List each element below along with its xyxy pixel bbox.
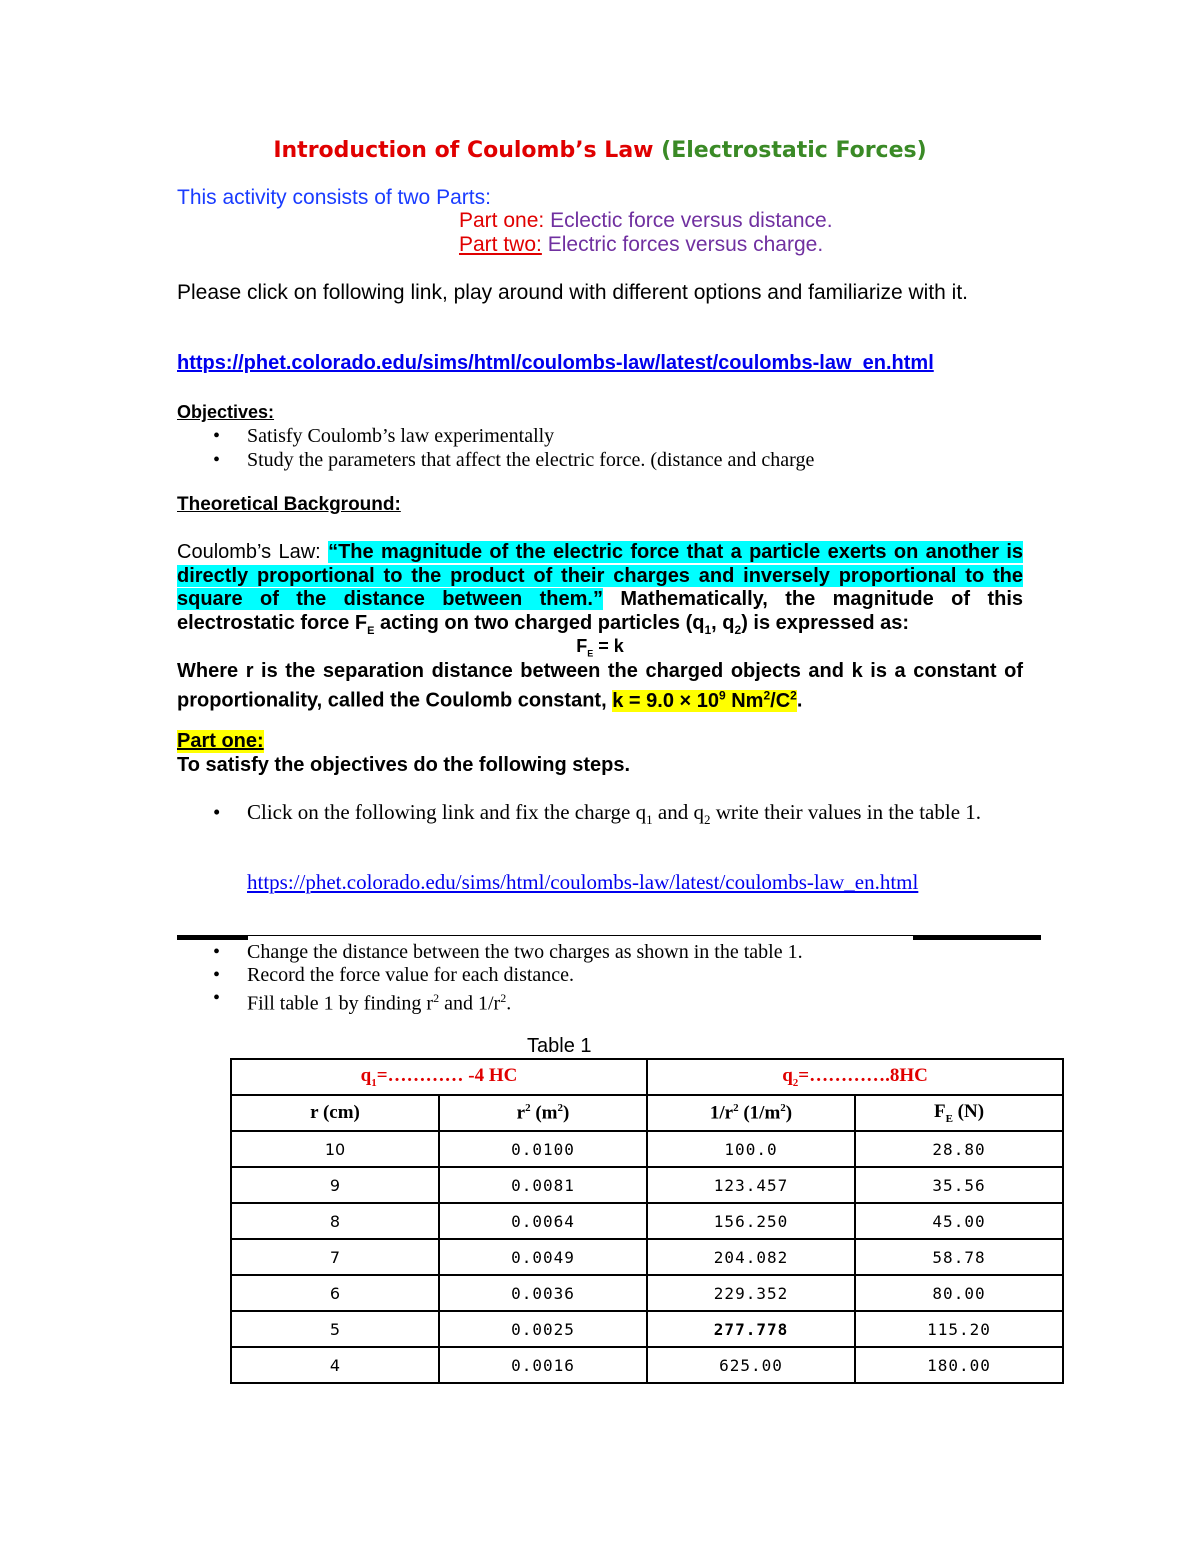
cell-force: 45.00 [855,1203,1063,1239]
math-sub-e: E [367,624,375,637]
phet-link-2[interactable]: https://phet.colorado.edu/sims/html/coulombs-law/latest/coulombs-law_en.html [247,870,919,894]
step1-sub2: 2 [703,812,711,828]
q2-sub: 2 [734,622,742,637]
intro-consists: This activity consists of two Parts: [177,186,491,209]
k-unit-exp: 2 [763,688,771,702]
cell-r2: 0.0016 [439,1347,647,1383]
cell-r: 5 [231,1311,439,1347]
col-r: r (cm) [231,1095,439,1131]
step-1 [177,800,1023,832]
math-text-3: ) is expressed as: [741,611,910,634]
c2-exp: 2 [525,1101,531,1114]
cell-force: 28.80 [855,1131,1063,1167]
cell-r: 9 [231,1167,439,1203]
q2-label: q [782,1065,793,1087]
column-header-row [231,1095,1063,1131]
part-one-text: Eclectic force versus distance. [550,209,833,232]
cell-inv-r2: 229.352 [647,1275,855,1311]
q1-header-sub: 1 [371,1076,377,1089]
col-force [855,1095,1063,1131]
cell-inv-r2: 123.457 [647,1167,855,1203]
table-row [231,1311,1063,1347]
where-paragraph [177,659,1023,713]
c3-unit-exp: 2 [780,1101,786,1114]
objectives-list [177,424,1023,472]
step-item: • Click on the following link and fix the charge $q_1$ and $q_2$ write their values in the table 1. [213,800,982,828]
col-r2 [439,1095,647,1131]
cell-r2: 0.0064 [439,1203,647,1239]
step-text: Record the force value for each distance. [247,964,575,986]
k-unit: Nm [725,689,764,712]
part-one-intro: To satisfy the objectives do the following steps. [177,754,631,776]
step1-text: Click on the following link and fix the charge q [247,800,647,824]
part-two-text: Electric forces versus charge. [547,233,824,256]
cell-r: 7 [231,1239,439,1275]
phet-link[interactable]: https://phet.colorado.edu/sims/html/coulombs-law/latest/coulombs-law_en.html [177,352,934,374]
objective-item: • Study the parameters that affect the electric force. (distance and charge [213,449,815,471]
step1-mid: and q [652,800,704,824]
col-inv-r2 [647,1095,855,1131]
part-one-label: Part one: [459,209,545,232]
q2-value: =………….8HC [798,1065,928,1087]
q1-sub: 1 [704,622,712,637]
step-item: • Record the force value for each distance. [213,964,575,986]
law-label: Coulomb’s Law: [177,541,329,563]
c3-end: ) [785,1102,793,1124]
background-heading: Theoretical Background: [177,494,401,515]
c2-end: ) [563,1102,570,1124]
cell-force: 115.20 [855,1311,1063,1347]
c4-base: F [933,1101,946,1123]
c2-unit-exp: 2 [557,1101,564,1114]
where-text: Where r is the separation distance between the charged objects and k is a constant of proportionality, called the Coulomb constant, [177,660,1023,712]
math-text-2: acting on two charged particles (q [374,611,705,634]
k-text: k = 9.0 × 10 [612,689,719,712]
k-unit-tail: /C [770,689,791,712]
objective-item: • Satisfy Coulomb’s law experimentally [213,425,555,447]
table-row [231,1167,1063,1203]
part-one-line [459,209,833,233]
c2-base: r [516,1102,526,1124]
cell-r: 10 [231,1131,439,1167]
cell-force: 35.56 [855,1167,1063,1203]
part-one-heading: Part one: [177,730,264,752]
data-table [230,1058,1064,1384]
q2-header-sub: 2 [792,1076,799,1089]
q2-header [647,1059,1063,1095]
cell-r2: 0.0049 [439,1239,647,1275]
law-quote: “The magnitude of the electric force that a particle exerts on another is directly proportional to the product of their charges and inversely proportional to the square of the distance between them.” [177,541,1024,610]
c4-sub: E [945,1112,953,1125]
page-title [0,138,1200,163]
q1-value: =………… -4 HC [376,1065,518,1087]
formula [0,636,1200,659]
separator-gap [248,936,913,940]
cell-force: 58.78 [855,1239,1063,1275]
cell-inv-r2: 100.0 [647,1131,855,1167]
k-unit-tail-exp: 2 [790,688,797,702]
q1-header [231,1059,647,1095]
step-text: Change the distance between the two charges as shown in the table 1. [247,941,803,963]
objective-text: Satisfy Coulomb’s law experimentally [247,425,555,447]
coulomb-constant [612,690,797,712]
c2-unit: (m [530,1102,558,1124]
formula-rest: = k [593,636,624,656]
table-row [231,1131,1063,1167]
math-text-1: Mathematically, the magnitude of this electrostatic force F [177,588,1024,634]
objective-text: Study the parameters that affect the electric force. (distance and charge [247,449,815,471]
table-row [231,1275,1063,1311]
cell-inv-r2: 277.778 [647,1311,855,1347]
formula-sub: E [587,648,594,659]
step4-exp2: 2 [500,991,507,1005]
step1-sub1: 1 [646,812,653,828]
step1-end: write their values in the table 1. [710,800,982,824]
table-row [231,1239,1063,1275]
part-two-line [459,233,823,257]
step-item: • Change the distance between the two charges as shown in the table 1. [213,941,803,963]
steps-list [177,941,1023,1016]
formula-f: F [576,636,588,656]
coulomb-law-paragraph [177,541,1023,643]
objectives-heading: Objectives: [177,402,275,422]
table-row [231,1203,1063,1239]
c4-unit: (N) [952,1101,985,1123]
cell-force: 180.00 [855,1347,1063,1383]
cell-r2: 0.0036 [439,1275,647,1311]
step-item: • Fill table 1 by finding $r^2$ and $1/r^2$. [213,987,512,1015]
k-exp: 9 [718,688,726,702]
c3-base: 1/r [709,1102,734,1124]
c3-exp: 2 [733,1101,739,1114]
title-main: Introduction of Coulomb’s Law [273,138,654,163]
step4-a: Fill table 1 by finding r [247,992,434,1015]
cell-inv-r2: 156.250 [647,1203,855,1239]
step4-b: and 1/r [439,992,501,1015]
cell-r: 4 [231,1347,439,1383]
step4-c: . [506,992,512,1015]
cell-r2: 0.0025 [439,1311,647,1347]
part-two-label: Part two: [459,233,542,256]
c3-unit: (1/m [738,1102,781,1124]
k-end: . [796,689,803,712]
cell-r: 8 [231,1203,439,1239]
cell-inv-r2: 204.082 [647,1239,855,1275]
cell-r2: 0.0081 [439,1167,647,1203]
q1-label: q [360,1065,372,1087]
cell-r: 6 [231,1275,439,1311]
math-sep: , q [711,611,735,634]
cell-inv-r2: 625.00 [647,1347,855,1383]
cell-r2: 0.0100 [439,1131,647,1167]
step4-exp1: 2 [433,991,440,1005]
table-caption: Table 1 [527,1035,592,1057]
instruction-text: Please click on following link, play around with different options and familiarize with it. [177,281,969,304]
table-row [231,1347,1063,1383]
charge-header-row [231,1059,1063,1095]
cell-force: 80.00 [855,1275,1063,1311]
title-paren: (Electrostatic Forces) [661,138,927,163]
